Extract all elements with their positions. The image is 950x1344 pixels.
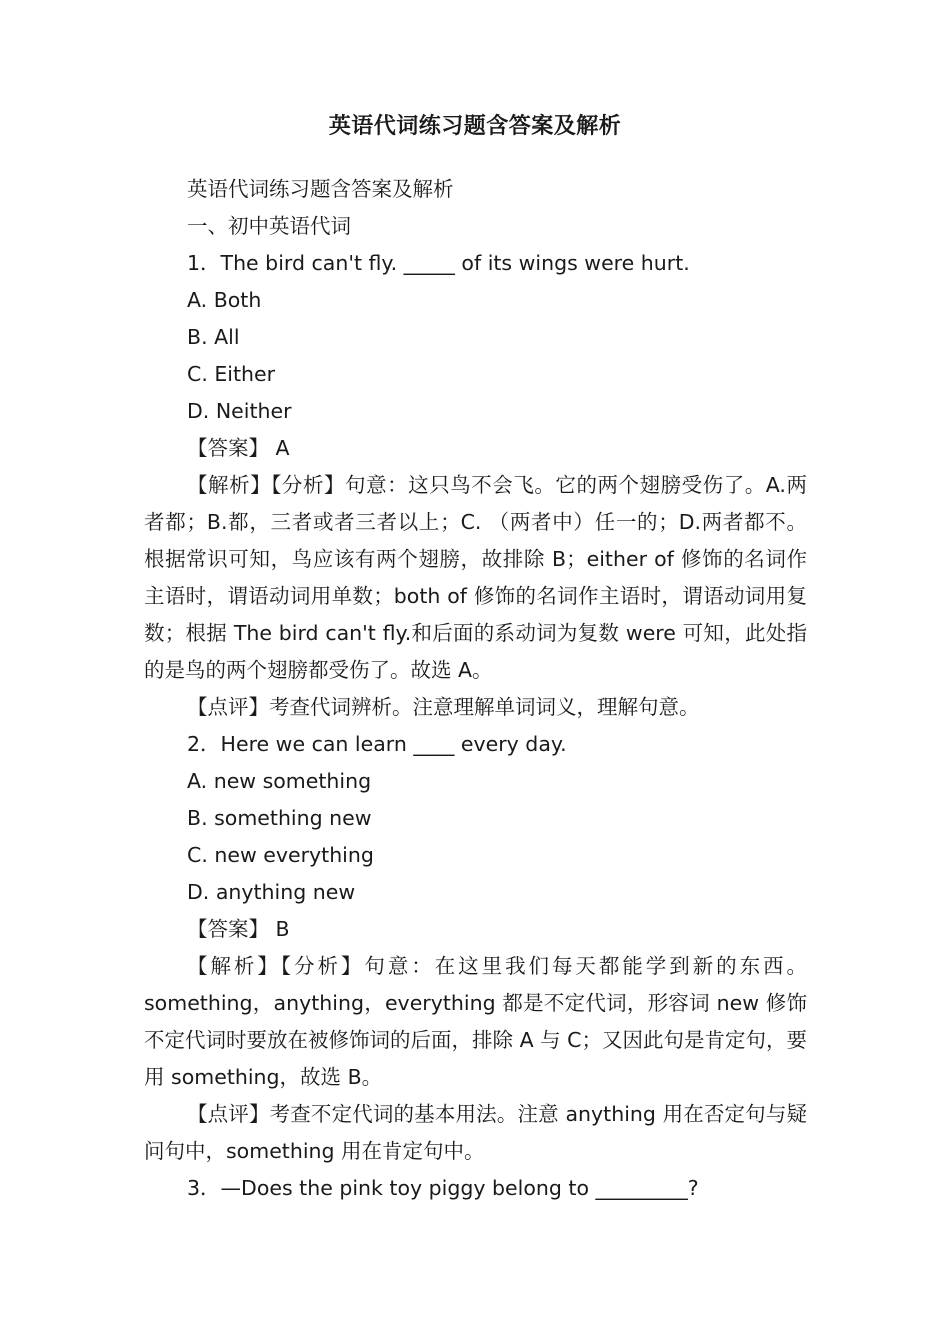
question-1-analysis: 【解析】【分析】句意：这只鸟不会飞。它的两个翅膀受伤了。A.两者都；B.都，三者或者三者以上；C. （两者中）任一的；D.两者都不。根据常识可知，鸟应该有两个翅膀，故排除 B；either of 修饰的名词作主语时，谓语动词用单数；both of 修饰的名词作主语时，谓语动词用复数；根据 The bird can't fly.和后面的系动词为复数 were 可知，此处指的是鸟的两个翅膀都受伤了。故选 A。 [144, 473, 807, 682]
question-1-option-b: B. All [187, 325, 240, 349]
question-2-option-d: D. anything new [187, 880, 356, 904]
question-2-answer: 【答案】 B [187, 917, 290, 941]
question-2-stem: 2．Here we can learn ____ every day. [187, 732, 567, 756]
question-1-option-a: A. Both [187, 288, 262, 312]
subtitle: 英语代词练习题含答案及解析 [187, 177, 454, 201]
question-2-analysis: 【解析】【分析】句意：在这里我们每天都能学到新的东西。something，anything，everything 都是不定代词，形容词 new 修饰不定代词时要放在被修饰词的后面，排除 A 与 C；又因此句是肯定句，要用 something，故选 B。 [144, 954, 807, 1089]
document-body [144, 171, 807, 1207]
question-2-comment: 【点评】考查不定代词的基本用法。注意 anything 用在否定句与疑问句中，something 用在肯定句中。 [144, 1102, 807, 1163]
document-title: 英语代词练习题含答案及解析 [328, 114, 622, 139]
question-1-stem: 1．The bird can't fly. _____ of its wings were hurt. [187, 251, 690, 275]
question-3-stem: 3．—Does the pink toy piggy belong to _________? [187, 1176, 699, 1200]
question-1-option-d: D. Neither [187, 399, 292, 423]
question-1-answer: 【答案】 A [187, 436, 290, 460]
question-1-comment: 【点评】考查代词辨析。注意理解单词词义，理解句意。 [187, 695, 700, 719]
question-2-option-c: C. new everything [187, 843, 374, 867]
question-2-option-b: B. something new [187, 806, 372, 830]
question-1-option-c: C. Either [187, 362, 276, 386]
section-heading: 一、初中英语代词 [187, 214, 351, 238]
question-2-option-a: A. new something [187, 769, 372, 793]
